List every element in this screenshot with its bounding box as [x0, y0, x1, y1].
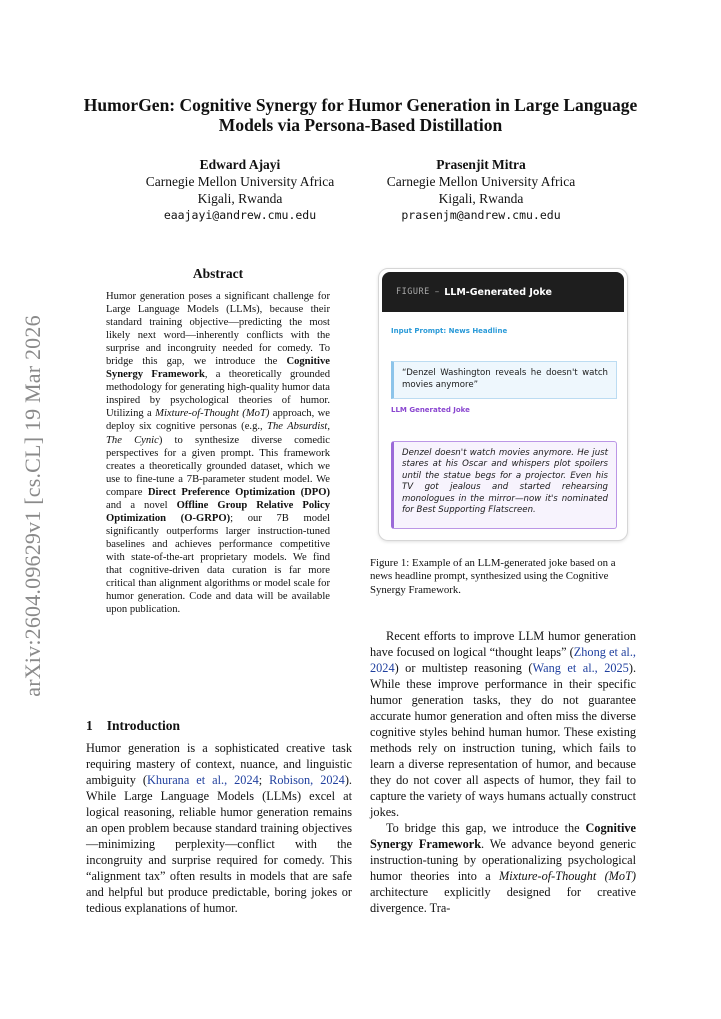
paper-title: HumorGen: Cognitive Synergy for Humor Generation in Large Language Models via Persona-Based Distillation	[83, 95, 638, 135]
paragraph: To bridge this gap, we introduce the Cognitive Synergy Framework. We advance beyond generic instruction-tuning by operationalizing psychological humor theories into a Mixture-of-Thought (MoT) architecture explicitly designed for creative divergence. Tra-	[370, 821, 637, 915]
prompt-box: “Denzel Washington reveals he doesn't watch movies anymore”	[391, 361, 617, 399]
author-email[interactable]: eaajayi@andrew.cmu.edu	[163, 208, 317, 222]
paragraph: Recent efforts to improve LLM humor generation have focused on logical “thought leaps” (Zhong et al., 2024) or multistep reasoning (Wang et al., 2025). While these improve performance in their specific humor generation tasks, they do not guarantee accurate humor generation and often miss the diverse cognitive styles behind human humor. These existing methods rely on instruction tuning, which fails to learn a diverse representation of humor, and because they do not cover all aspects of humor, they fail to capture the variety of ways humans actually construct jokes.	[370, 629, 637, 819]
section-heading-introduction	[86, 718, 180, 734]
figure-card	[378, 268, 628, 541]
author-email[interactable]: prasenjm@andrew.cmu.edu	[401, 208, 561, 222]
input-prompt-label: Input Prompt: News Headline	[391, 327, 508, 335]
figure-tag: FIGURE	[396, 287, 430, 297]
author-name: Edward Ajayi	[199, 157, 281, 172]
abstract-text: Humor generation poses a significant challenge for Large Language Models (LLMs), because their standard training objective—predicting the most likely next word—inherently conflicts with the surprise and incongruity needed for comedy. To bridge this gap, we introduce the Cognitive Synergy Framework, a theoretically grounded methodology for generating high-quality humor data inspired by psychological theories of humor. Utilizing a Mixture-of-Thought (MoT) approach, we deploy six cognitive personas (e.g., The Absurdist, The Cynic) to synthesize diverse comedic perspectives for a given prompt. This framework creates a theoretically grounded dataset, which we use to fine-tune a 7B-parameter student model. We compare Direct Preference Optimization (DPO) and a novel Offline Group Relative Policy Optimization (O-GRPO); our 7B model significantly outperforms larger instruction-tuned baselines and achieves performance competitive with state-of-the-art proprietary models. We find that cognitive-driven data curation is far more critical than alignment algorithms or model scale for humor generation. Code and data will be available upon publication.	[106, 291, 331, 616]
author-name: Prasenjit Mitra	[436, 157, 526, 172]
citation-link[interactable]: Wang et al., 2025	[532, 661, 629, 675]
author-block	[351, 156, 611, 224]
citation-link[interactable]: Khurana et al., 2024	[146, 773, 259, 787]
figure-caption: Figure 1: Example of an LLM-generated joke based on a news headline prompt, synthesized using the Cognitive Synergy Framework.	[370, 557, 616, 596]
arxiv-identifier: arXiv:2604.09629v1 [cs.CL] 19 Mar 2026	[20, 315, 46, 697]
generated-joke-label: LLM Generated Joke	[391, 406, 470, 414]
author-affiliation: Carnegie Mellon University Africa	[145, 174, 335, 189]
figure-header	[382, 272, 624, 312]
right-column-text	[370, 628, 636, 916]
joke-box: Denzel doesn't watch movies anymore. He just stares at his Oscar and whispers plot spoilers until the statue begs for a projector. Even his TV got jealous and started rehearsing monologues in the mirror—now it's nominated for Best Supporting Flatscreen.	[391, 441, 617, 529]
figure-separator: –	[434, 287, 440, 297]
citation-link[interactable]: Zhong et al., 2024	[370, 645, 636, 675]
introduction-paragraph: Humor generation is a sophisticated creative task requiring mastery of context, nuance, and linguistic ambiguity (Khurana et al., 2024; Robison, 2024). While Large Language Models (LLMs) excel at logical reasoning, reliable humor generation remains an open problem because standard training objectives—minimizing perplexity—conflict with the incongruity and surprise required for comedy. This “alignment tax” often results in models that are safe and helpful but produce predictable, boring jokes or tedious explanations of humor.	[86, 741, 352, 915]
arxiv-side-stamp	[8, 296, 58, 716]
author-affiliation: Carnegie Mellon University Africa	[386, 174, 576, 189]
citation-link[interactable]: Robison, 2024	[269, 773, 345, 787]
section-number: 1	[86, 718, 93, 733]
figure-title: LLM-Generated Joke	[444, 286, 552, 298]
author-block	[110, 156, 370, 224]
section-title: Introduction	[106, 718, 181, 733]
author-location: Kigali, Rwanda	[197, 191, 283, 206]
abstract-heading: Abstract	[192, 266, 244, 281]
author-location: Kigali, Rwanda	[438, 191, 524, 206]
